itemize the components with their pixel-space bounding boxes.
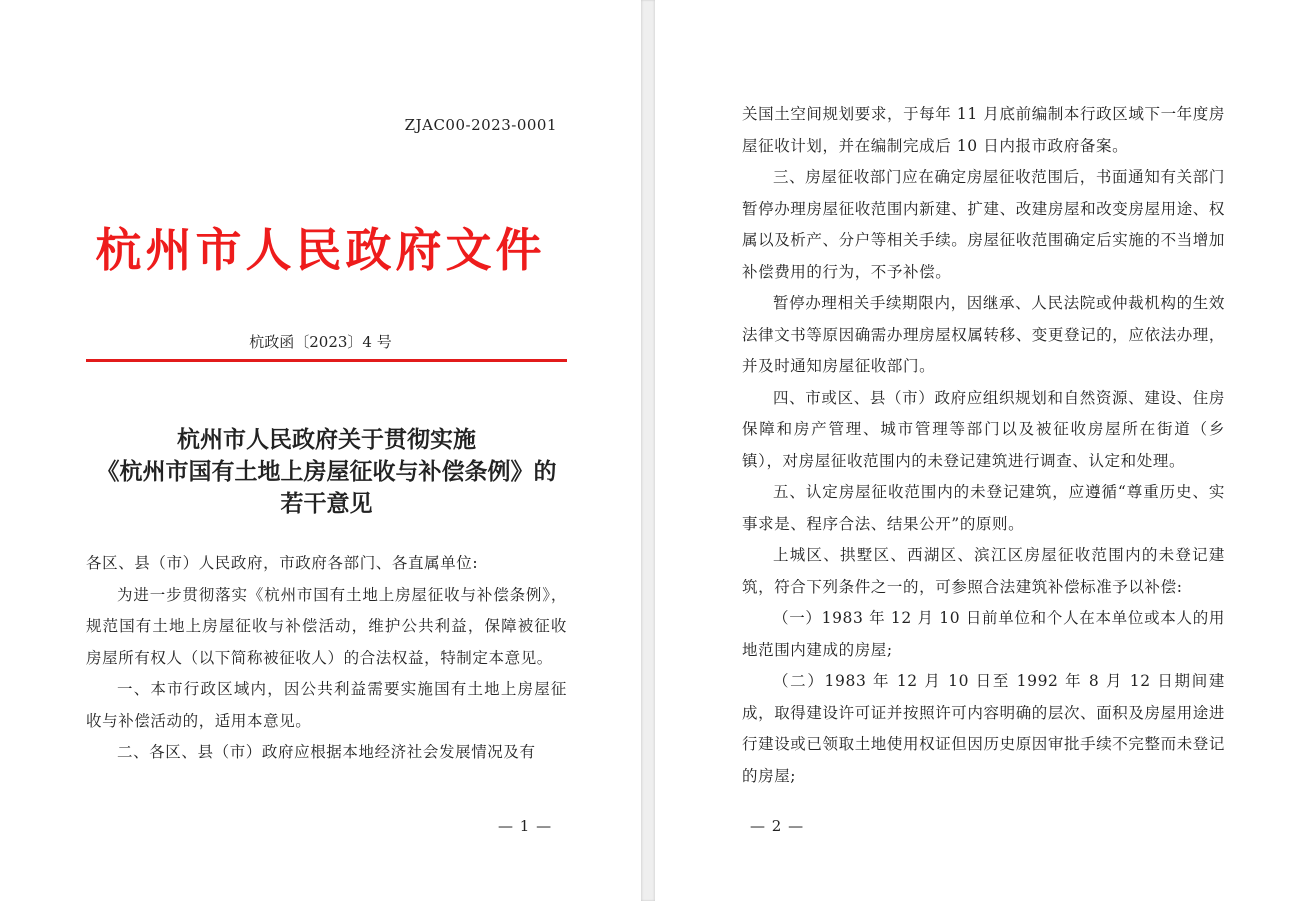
page-1-body — [86, 548, 567, 769]
body-paragraph: 关国土空间规划要求，于每年 11 月底前编制本行政区域下一年度房屋征收计划，并在编制完成后 10 日内报市政府备案。 — [742, 105, 1225, 155]
body-paragraph: 上城区、拱墅区、西湖区、滨江区房屋征收范围内的未登记建筑，符合下列条件之一的，可参照合法建筑补偿标准予以补偿: — [742, 546, 1225, 596]
body-paragraph: 暂停办理相关手续期限内，因继承、人民法院或仲裁机构的生效法律文书等原因确需办理房屋权属转移、变更登记的，应依法办理，并及时通知房屋征收部门。 — [742, 294, 1226, 375]
body-paragraph: 一、本市行政区域内，因公共利益需要实施国有土地上房屋征收与补偿活动的，适用本意见。 — [86, 680, 567, 730]
addressee: 各区、县（市）人民政府，市政府各部门、各直属单位: — [86, 554, 479, 572]
document-title-line: 《杭州市国有土地上房屋征收与补偿条例》的 — [96, 458, 557, 485]
page-number: — 2 — — [750, 817, 805, 835]
page-2-body — [742, 99, 1225, 792]
document-title — [86, 424, 567, 520]
body-paragraph: 五、认定房屋征收范围内的未登记建筑，应遵循“尊重历史、实事求是、程序合法、结果公开”的原则。 — [742, 483, 1225, 533]
page-gutter — [641, 0, 655, 901]
body-paragraph: 二、各区、县（市）政府应根据本地经济社会发展情况及有 — [117, 743, 536, 761]
page-number: — 1 — — [498, 817, 553, 835]
document-title-line: 杭州市人民政府关于贯彻实施 — [177, 426, 476, 453]
document-code: ZJAC00-2023-0001 — [404, 116, 557, 134]
body-paragraph: （一）1983 年 12 月 10 日前单位和个人在本单位或本人的用地范围内建成的房屋; — [742, 609, 1225, 659]
document-header-title: 杭州市人民政府文件 — [95, 223, 546, 277]
issue-number: 杭政函〔2023〕4 号 — [249, 333, 392, 351]
document-title-line: 若干意见 — [280, 490, 373, 517]
body-paragraph: 三、房屋征收部门应在确定房屋征收范围后，书面通知有关部门暂停办理房屋征收范围内新建、扩建、改建房屋和改变房屋用途、权属以及析产、分户等相关手续。房屋征收范围确定后实施的不当增加补偿费用的行为，不予补偿。 — [742, 168, 1226, 281]
body-paragraph: 为进一步贯彻落实《杭州市国有土地上房屋征收与补偿条例》，规范国有土地上房屋征收与补偿活动，维护公共利益，保障被征收房屋所有权人（以下简称被征收人）的合法权益，特制定本意见。 — [86, 585, 567, 667]
body-paragraph: （二）1983 年 12 月 10 日至 1992 年 8 月 12 日期间建成，取得建设许可证并按照许可内容明确的层次、面积及房屋用途进行建设或已领取土地使用权证但因历史原因审批手续不完整而未登记的房屋; — [742, 672, 1226, 785]
header-divider — [86, 359, 567, 362]
document-page-2 — [655, 0, 1305, 901]
body-paragraph: 四、市或区、县（市）政府应组织规划和自然资源、建设、住房保障和房产管理、城市管理等部门以及被征收房屋所在街道（乡镇），对房屋征收范围内的未登记建筑进行调查、认定和处理。 — [742, 388, 1225, 470]
document-page-1 — [0, 0, 641, 901]
